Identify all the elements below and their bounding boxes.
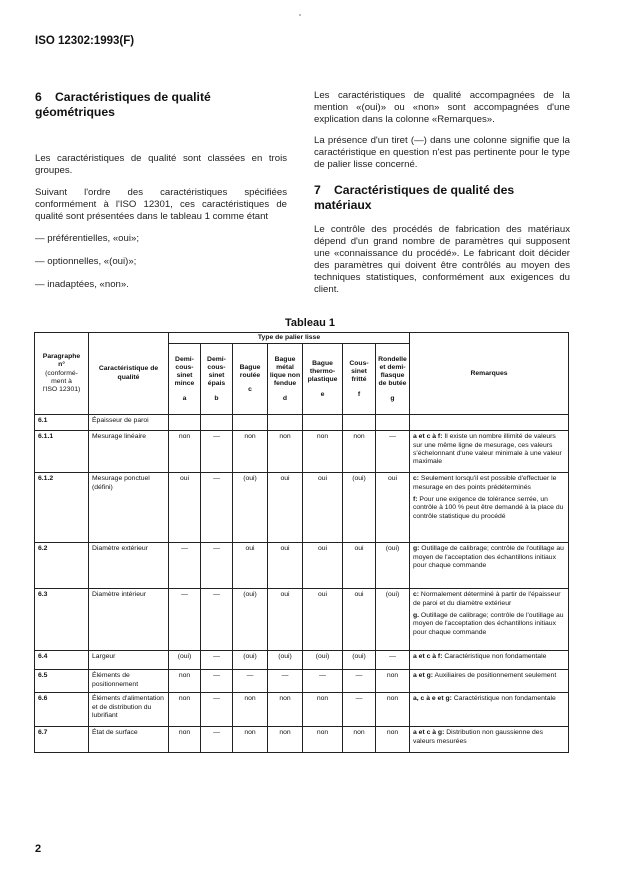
row-value-c: non <box>233 727 268 753</box>
section-6-paragraph-1: Les caractéristiques de qualité sont classées en trois groupes. <box>35 153 287 176</box>
remark-key: a et g: <box>413 672 434 680</box>
header-type-label: Cous-sinet fritté <box>349 359 369 384</box>
header-remarks: Remarques <box>410 333 569 415</box>
section-6-paragraph-2: Suivant l'ordre des caractéristiques spécifiées conformément à l'ISO 12301, ces caractéristiques de qualité sont présentées dans le tableau 1 comme étant <box>35 187 287 222</box>
row-value-f: non <box>343 727 376 753</box>
row-value-e: — <box>303 670 343 693</box>
row-value-c: (oui) <box>233 589 268 651</box>
row-remarks <box>410 693 569 727</box>
row-paragraph-number: 6.1.1 <box>35 431 89 473</box>
section-6-title-line1: Caractéristiques de qualité <box>55 90 211 104</box>
row-value-d: non <box>268 727 303 753</box>
row-value-d: oui <box>268 589 303 651</box>
row-value-c: oui <box>233 543 268 589</box>
table-row <box>35 651 569 670</box>
remark-note <box>413 612 565 637</box>
row-value-b: — <box>201 543 233 589</box>
row-value-b: — <box>201 651 233 670</box>
row-value-e: non <box>303 693 343 727</box>
remark-note <box>413 496 565 521</box>
row-value-a: non <box>169 727 201 753</box>
remarks-paragraph: Les caractéristiques de qualité accompagnées de la mention «(oui)» ou «non» sont accompagnées d'une explication dans la colonne «Remarques». <box>314 90 570 125</box>
section-7-paragraph: Le contrôle des procédés de fabrication des matériaux dépend d'un grand nombre de paramètres qui supposent une «connaissance du procédé». Le fabricant doit décider des paramètres qui doivent être contrôlés au moyen des techniques statistiques, conformément aux exigences du client. <box>314 224 570 295</box>
row-characteristic: Épaisseur de paroi <box>89 415 169 431</box>
remark-note <box>413 672 565 680</box>
table-row <box>35 473 569 543</box>
table-row <box>35 589 569 651</box>
row-value-e: oui <box>303 589 343 651</box>
remark-key: a, c à e et g: <box>413 695 452 703</box>
list-item-preferentielles: — préférentielles, «oui»; <box>35 233 139 244</box>
row-value-e: non <box>303 431 343 473</box>
row-value-g: non <box>376 670 410 693</box>
header-type-label: Demi-cous-sinet épais <box>207 355 226 388</box>
section-7-title-line1: Caractéristiques de qualité des <box>334 183 515 197</box>
row-remarks <box>410 431 569 473</box>
row-value-f: — <box>343 693 376 727</box>
row-value-g <box>376 415 410 431</box>
row-value-d: oui <box>268 473 303 543</box>
row-characteristic: Éléments de positionnement <box>89 670 169 693</box>
header-type-label: Bague roulée <box>239 363 261 380</box>
quality-characteristics-table <box>34 332 569 753</box>
row-value-a: non <box>169 431 201 473</box>
header-type-g <box>376 344 410 415</box>
row-remarks <box>410 473 569 543</box>
row-value-g: — <box>376 651 410 670</box>
row-value-e: oui <box>303 473 343 543</box>
row-paragraph-number: 6.5 <box>35 670 89 693</box>
row-value-a: non <box>169 670 201 693</box>
row-value-b: — <box>201 693 233 727</box>
row-value-g: (oui) <box>376 589 410 651</box>
header-type-c <box>233 344 268 415</box>
right-column <box>314 90 570 305</box>
row-value-d <box>268 415 303 431</box>
row-value-a <box>169 415 201 431</box>
row-characteristic: Diamètre intérieur <box>89 589 169 651</box>
section-6-number: 6 <box>35 90 42 104</box>
remark-text: Outillage de calibrage; contrôle de l'outillage au moyen de l'acceptation des échantillons initiaux pour chaque commande <box>413 545 564 570</box>
remark-key: a et c à f: <box>413 433 443 441</box>
row-value-b: — <box>201 589 233 651</box>
row-value-d: non <box>268 431 303 473</box>
row-value-c: — <box>233 670 268 693</box>
section-7-heading <box>314 183 570 212</box>
header-type-letter: c <box>248 386 252 394</box>
row-remarks <box>410 670 569 693</box>
row-value-g: — <box>376 431 410 473</box>
header-paragraph: Paragraphe n° (conformé- ment à l'ISO 12301) <box>35 333 89 415</box>
remark-text: Seulement lorsqu'il est possible d'effectuer le mesurage en des points prédéterminés <box>413 475 557 491</box>
row-value-e <box>303 415 343 431</box>
table-row <box>35 670 569 693</box>
row-remarks <box>410 651 569 670</box>
row-value-f: — <box>343 670 376 693</box>
page-number: 2 <box>35 843 42 855</box>
left-column <box>35 90 287 300</box>
header-type-f <box>343 344 376 415</box>
header-type-letter: e <box>320 390 325 398</box>
row-remarks <box>410 727 569 753</box>
header-type-label: Bague thermo-plastique <box>307 359 338 384</box>
section-6-title-line2: géométriques <box>35 104 115 119</box>
row-value-d: (oui) <box>268 651 303 670</box>
row-remarks <box>410 415 569 431</box>
row-value-d: non <box>268 693 303 727</box>
row-value-b <box>201 415 233 431</box>
row-value-e: non <box>303 727 343 753</box>
header-type-b <box>201 344 233 415</box>
list-item-inadaptees: — inadaptées, «non». <box>35 279 129 290</box>
remark-note <box>413 475 565 492</box>
row-value-c: (oui) <box>233 473 268 543</box>
row-paragraph-number: 6.1 <box>35 415 89 431</box>
table-row <box>35 727 569 753</box>
row-value-g: non <box>376 693 410 727</box>
row-characteristic: Diamètre extérieur <box>89 543 169 589</box>
row-value-a: — <box>169 543 201 589</box>
section-6-heading <box>35 90 287 119</box>
remark-note <box>413 545 565 570</box>
row-characteristic: État de surface <box>89 727 169 753</box>
row-value-g: oui <box>376 473 410 543</box>
row-value-g: non <box>376 727 410 753</box>
row-paragraph-number: 6.6 <box>35 693 89 727</box>
row-value-d: oui <box>268 543 303 589</box>
row-paragraph-number: 6.7 <box>35 727 89 753</box>
table-row <box>35 415 569 431</box>
section-7-number: 7 <box>314 183 321 197</box>
header-type-label: Demi-cous-sinet mince <box>174 355 195 388</box>
remark-text: Pour une exigence de tolérance serrée, un contrôle à 100 % peut être demandé à la place du contrôle statistique du procédé <box>413 496 564 520</box>
document-id: ISO 12302:1993(F) <box>35 35 135 47</box>
header-characteristic: Caractéristique de qualité <box>89 333 169 415</box>
row-value-c: (oui) <box>233 651 268 670</box>
remark-text: Il existe un nombre illimité de valeurs sur une même ligne de mesurage, ces valeurs s'échelonnant d'une valeur minimale à une valeur maximale <box>413 433 562 466</box>
header-type-a <box>169 344 201 415</box>
row-value-b: — <box>201 670 233 693</box>
list-item-optionnelles: — optionnelles, «(oui)»; <box>35 256 137 267</box>
section-7-title-line2: matériaux <box>314 197 372 212</box>
remark-text: Outillage de calibrage; contrôle de l'outillage au moyen de l'acceptation des échantillons initiaux pour chaque commande <box>413 612 564 636</box>
row-paragraph-number: 6.3 <box>35 589 89 651</box>
remark-text: Auxiliaires de positionnement seulement <box>433 672 557 680</box>
row-remarks <box>410 589 569 651</box>
row-characteristic: Éléments d'alimentation et de distribution du lubrifiant <box>89 693 169 727</box>
row-value-f: non <box>343 431 376 473</box>
header-type-letter: f <box>357 390 361 398</box>
row-characteristic: Mesurage linéaire <box>89 431 169 473</box>
row-value-a: — <box>169 589 201 651</box>
row-value-d: — <box>268 670 303 693</box>
remark-note <box>413 653 565 661</box>
row-characteristic: Mesurage ponctuel (défini) <box>89 473 169 543</box>
row-value-c <box>233 415 268 431</box>
header-type-d <box>268 344 303 415</box>
row-paragraph-number: 6.1.2 <box>35 473 89 543</box>
header-type-letter: b <box>214 394 219 402</box>
remark-note <box>413 695 565 703</box>
table-caption: Tableau 1 <box>285 317 335 329</box>
header-type-letter: g <box>390 394 395 402</box>
remark-key: f: <box>413 496 418 504</box>
row-paragraph-number: 6.2 <box>35 543 89 589</box>
remark-key: a et c à g: <box>413 729 445 737</box>
row-value-c: non <box>233 431 268 473</box>
remark-key: g. <box>413 612 420 620</box>
row-value-b: — <box>201 431 233 473</box>
row-value-b: — <box>201 473 233 543</box>
row-value-a: non <box>169 693 201 727</box>
remark-text: Normalement déterminé à partir de l'épaisseur de paroi et du diamètre extérieur <box>413 591 561 607</box>
row-value-f: (oui) <box>343 473 376 543</box>
row-value-c: non <box>233 693 268 727</box>
remark-note <box>413 729 565 746</box>
remark-note <box>413 433 565 466</box>
remark-text: Distribution non gaussienne des valeurs mesurées <box>413 729 543 745</box>
remark-key: g: <box>413 545 420 553</box>
row-characteristic: Largeur <box>89 651 169 670</box>
remark-key: c: <box>413 591 420 599</box>
header-type-letter: a <box>182 394 187 402</box>
header-type-label: Bague métal lique non fendue <box>269 355 301 388</box>
row-value-f: (oui) <box>343 651 376 670</box>
scan-mark <box>299 14 301 16</box>
table-row <box>35 693 569 727</box>
row-value-b: — <box>201 727 233 753</box>
row-value-f: oui <box>343 589 376 651</box>
header-type-label: Rondelle et demi-flasque de butée <box>378 355 407 388</box>
dash-paragraph: La présence d'un tiret (—) dans une colonne signifie que la caractéristique en question n'est pas pertinente pour le type de palier lisse concerné. <box>314 135 570 170</box>
header-type-e <box>303 344 343 415</box>
row-value-a: oui <box>169 473 201 543</box>
row-value-e: oui <box>303 543 343 589</box>
row-value-g: (oui) <box>376 543 410 589</box>
row-value-a: (oui) <box>169 651 201 670</box>
remark-note <box>413 591 565 608</box>
row-value-f: oui <box>343 543 376 589</box>
remark-key: a et c à f: <box>413 653 443 661</box>
row-remarks <box>410 543 569 589</box>
row-value-f <box>343 415 376 431</box>
header-bearing-type: Type de palier lisse <box>169 333 410 344</box>
header-type-letter: d <box>282 394 288 402</box>
remark-key: c: <box>413 475 420 483</box>
table-row <box>35 543 569 589</box>
table-row <box>35 431 569 473</box>
row-paragraph-number: 6.4 <box>35 651 89 670</box>
row-value-e: (oui) <box>303 651 343 670</box>
remark-text: Caractéristique non fondamentale <box>451 695 556 703</box>
remark-text: Caractéristique non fondamentale <box>442 653 547 661</box>
